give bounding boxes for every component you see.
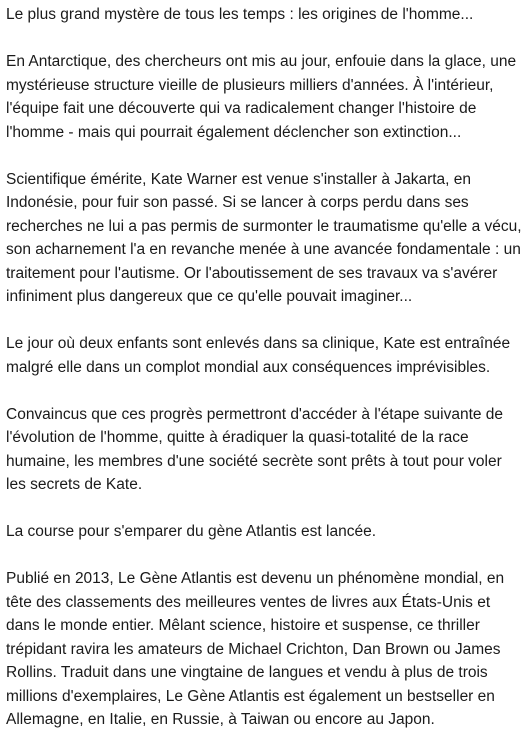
description-paragraph-kate-warner: Scientifique émérite, Kate Warner est venue s'installer à Jakarta, en Indonésie, pour fuir son passé. Si se lancer à corps perdu dans ses recherches ne lui a pas permis de surmonter le traumatisme qu'elle a vécu, son acharnement l'a en revanche menée à une avancée fondamentale : un traitement pour l'autisme. Or l'aboutissement de ses travaux va s'avérer infiniment plus dangereux que ce qu'elle pouvait imaginer... xyxy=(6,170,522,305)
description-paragraph-race: La course pour s'emparer du gène Atlantis est lancée. xyxy=(6,523,377,540)
description-paragraph-tagline: Le plus grand mystère de tous les temps : les origines de l'homme... xyxy=(6,6,474,23)
description-paragraph-publication: Publié en 2013, Le Gène Atlantis est devenu un phénomène mondial, en tête des classements des meilleures ventes de livres aux États-Unis et dans le monde entier. Mêlant science, histoire et suspense, ce thriller trépidant ravira les amateurs de Michael Crichton, Dan Brown ou James Rollins. Traduit dans une vingtaine de langues et vendu à plus de trois millions d'exemplaires, Le Gène Atlantis est également un bestseller en Allemagne, en Italie, en Russie, à Taiwan ou encore au Japon. xyxy=(6,570,505,728)
description-paragraph-secret-society: Convaincus que ces progrès permettront d'accéder à l'étape suivante de l'évolution de l'homme, quitte à éradiquer la quasi-totalité de la race humaine, les membres d'une société secrète sont prêts à tout pour voler les secrets de Kate. xyxy=(6,405,504,493)
description-paragraph-kidnapping: Le jour où deux enfants sont enlevés dans sa clinique, Kate est entraînée malgré elle dans un complot mondial aux conséquences imprévisibles. xyxy=(6,335,511,376)
description-paragraph-antarctica: En Antarctique, des chercheurs ont mis au jour, enfouie dans la glace, une mystérieuse structure vieille de plusieurs milliers d'années. À l'intérieur, l'équipe fait une découverte qui va radicalement changer l'histoire de l'homme - mais qui pourrait également déclencher son extinction... xyxy=(6,53,517,141)
